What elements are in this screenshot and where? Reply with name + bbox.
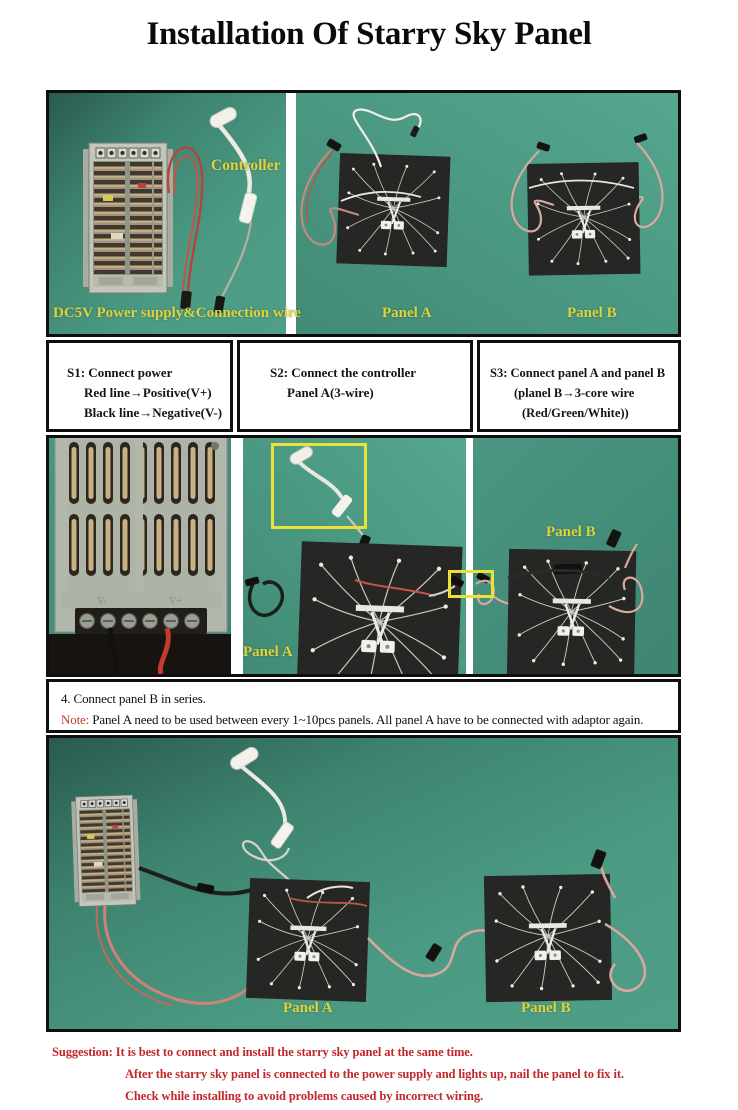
psu-terminal-mark: V- [97,596,107,607]
suggestion-line: Suggestion: It is best to connect and install the starry sky panel at the same time. [52,1045,473,1059]
step-line: Red line→Positive(V+) [84,385,212,400]
step-box-s2 [237,340,473,432]
step-line: S1: Connect power [67,365,173,380]
step4-note [61,709,678,730]
step-box-s3 [477,340,681,432]
series-photo [46,735,681,1032]
suggestion-line: Check while installing to avoid problems caused by incorrect wiring. [125,1089,484,1103]
panel-a-label: Panel A [283,1000,333,1016]
step-line: Panel A(3-wire) [287,385,374,400]
wiring-photo [46,435,681,677]
step4-box [46,679,681,733]
step-box-s1 [46,340,233,432]
panel-a-label: Panel A [382,305,432,321]
step4-line: 4. Connect panel B in series. [61,691,206,706]
note-text: Panel A need to be used between every 1~10pcs panels. All panel A have to be connected with adaptor again. [89,712,644,727]
overview-photo [46,90,681,337]
step-line: (planel B→3-core wire [514,386,635,400]
note-label: Note: [61,712,90,727]
panel-b-label: Panel B [546,524,596,540]
connector-highlight-box [448,570,494,598]
suggestion-line: After the starry sky panel is connected to the power supply and lights up, nail the panel to fix it. [125,1067,624,1081]
panel-a-label: Panel A [243,644,293,660]
step-line: (Red/Green/White)) [522,406,629,420]
suggestion-text [52,1041,712,1107]
power-supply-image [71,795,140,907]
psu-terminal-mark: V+ [169,596,182,607]
overview-photo-art [49,93,678,334]
star-panel-a-image [296,541,464,674]
controller-label: Controller [211,157,281,174]
psu-closeup-image [49,438,231,674]
star-panel-a-image [246,878,370,1002]
document-title: Installation Of Starry Sky Panel [146,16,592,52]
panel-b-label: Panel B [567,305,617,321]
step-line: S2: Connect the controller [270,365,416,380]
steps-row [46,340,681,432]
step-line: Black line→Negative(V-) [84,405,223,420]
controller-highlight-box [271,443,367,529]
series-photo-art [49,738,678,1029]
power-supply-image [83,143,173,293]
panel-b-label: Panel B [521,1000,571,1016]
suggestion-label: Suggestion: [52,1045,113,1059]
step-line: S3: Connect panel A and panel B [490,366,666,380]
power-supply-label: DC5V Power supply&Connection wire [53,305,301,321]
